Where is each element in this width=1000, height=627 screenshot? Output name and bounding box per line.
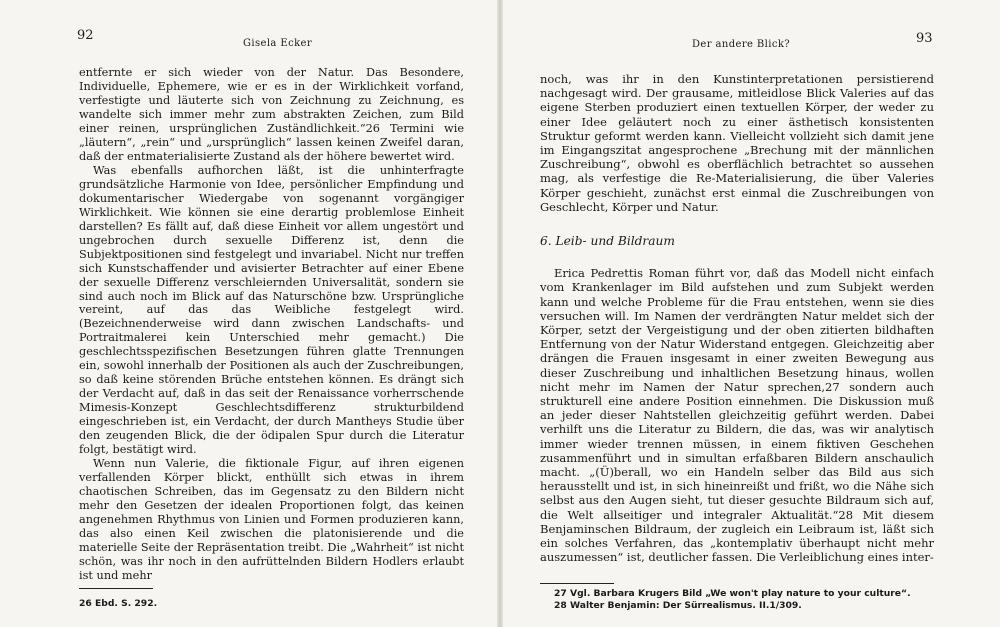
footnotes-right: [554, 588, 911, 612]
footnote-26: 26 Ebd. S. 292.: [79, 598, 158, 609]
running-head-right: Der andere Blick?: [692, 39, 791, 50]
paragraph: Erica Pedrettis Roman führt vor, daß das Modell nicht einfach vom Krankenlager im Bild aufstehen und zum Subjekt werden kann und welche Probleme für die Frau entstehen, wenn sie dies versuchen will. Im Namen der verdrängten Natur meldet sich der Körper, setzt der Vergeistigung und der oben zitierten bildhaften Entfernung von der Natur Widerstand entgegen. Gleichzeitig aber drängen die Frauen insgesamt in einer zweiten Bewegung aus dieser Zuschreibung und inhaltlichen Besetzung hinaus, wollen nicht mehr im Namen der Natur sprechen,27 sondern auch strukturell eine andere Position einnehmen. Die Diskussion muß an jeder dieser Nahtstellen gleichzeitig geführt werden. Dabei verhilft uns die Literatur zu Bildern, die das, was wir analytisch immer wieder trennen müssen, in einem fiktiven Geschehen zusammenführt und in simultan erfaßbaren Bildern anschaulich macht. „(Ü)berall, wo ein Handeln selber das Bild aus sich herausstellt und ist, in sich hineinreißt und frißt, wo die Nähe sich selbst aus den Augen sieht, tut dieser gesuchte Bildraum sich auf, die Welt allseitiger und integraler Aktualität.“28 Mit diesem Benjaminschen Bildraum, der zugleich ein Leibraum ist, läßt sich ein solches Verfahren, das „kontemplativ überhaupt nicht mehr auszumessen“ ist, deutlicher fassen. Die Verleiblichung eines inter-: [540, 266, 934, 565]
footnote-rule: [540, 583, 614, 584]
running-head-left: Gisela Ecker: [243, 38, 313, 49]
footnote-28: 28 Walter Benjamin: Der Sürrealismus. II.1/309.: [554, 600, 802, 611]
left-page: [0, 0, 498, 627]
footnote-rule: [79, 588, 153, 589]
section-heading: 6. Leib- und Bildraum: [540, 234, 675, 249]
right-body-text: [540, 72, 934, 565]
left-body-text: [79, 66, 464, 583]
paragraph: noch, was ihr in den Kunstinterpretationen persistierend nachgesagt wird. Der grausame, mitleidlose Blick Valeries auf das eigene Sterben produziert einen textuellen Körper, der weder zu einer Idee geläutert noch zu einer ästhetisch konsistenten Struktur geformt werden kann. Vielleicht vollzieht sich damit jene im Eingangszitat angesprochene „Brechung mit der männlichen Zuschreibung“, obwohl es oberflächlich betrachtet so aussehen mag, als verfestige die Re-Materialisierung, die über Valeries Körper geschieht, zunächst erst einmal die Zuschreibungen von Geschlecht, Körper und Natur.: [540, 72, 934, 214]
page-number-right: 93: [916, 31, 933, 46]
footnote-27: 27 Vgl. Barbara Krugers Bild „We won't play nature to your culture“.: [554, 588, 911, 599]
paragraph: Wenn nun Valerie, die fiktionale Figur, auf ihren eigenen verfallenden Körper blickt, enthüllt sich etwas in ihrem chaotischen Schreiben, das im Gegensatz zu den Bildern nicht mehr den Gesetzen der idealen Proportionen folgt, das keinen angenehmen Rhythmus von Linien und Formen produzieren kann, das also einen Keil zwischen die platonisierende und die materielle Seite der Repräsentation treibt. Die „Wahrheit“ ist nicht schön, was ihr noch in den aufrüttelnden Bildern Hodlers erlaubt ist und mehr: [79, 457, 464, 582]
right-page: [502, 0, 1000, 627]
paragraph: Was ebenfalls aufhorchen läßt, ist die unhinterfragte grundsätzliche Harmonie von Idee, persönlicher Empfindung und dokumentarischer Wiedergabe von sogenannt vorgängiger Wirklichkeit. Wie können sie eine derartig problemlose Einheit darstellen? Es fällt auf, daß diese Einheit vor allem ungestört und ungebrochen durch sexuelle Differenz ist, denn die Subjektpositionen sind festgelegt und invariabel. Nicht nur treffen sich Kunstschaffender und avisierter Betrachter auf einer Ebene der sexuelle Differenz verschleiernden Universalität, sondern sie sind auch noch im Blick auf das Naturschöne bzw. Ursprüngliche vereint, auf das das Weibliche festgelegt wird. (Bezeichnenderweise wird dann zwischen Landschafts- und Portraitmalerei kein Unterschied mehr gemacht.) Die geschlechtsspezifischen Besetzungen führen glatte Trennungen ein, sowohl innerhalb der Positionen als auch der Zuschreibungen, so daß keine störenden Brüche entstehen können. Es drängt sich der Verdacht auf, daß in das seit der Renaissance vorherrschende Mimesis-Konzept Geschlechtsdifferenz strukturbildend eingeschrieben ist, ein Verdacht, der durch Mantheys Studie über den zeugenden Blick, die der ödipalen Spur durch die Literatur folgt, bestätigt wird.: [79, 163, 464, 457]
paragraph: entfernte er sich wieder von der Natur. Das Besondere, Individuelle, Ephemere, wie er es in der Wirklichkeit vorfand, verfestigte und läuterte sich von Zeichnung zu Zeichnung, es wandelte sich immer mehr zum abstrakten Zeichen, zum Bild einer reinen, ursprünglichen Zuständlichkeit.“26 Termini wie „läutern“, „rein“ und „ursprünglich“ lassen keinen Zweifel daran, daß der entmaterialisierte Zustand als der höhere bewertet wird.: [79, 66, 464, 163]
page-number-left: 92: [77, 28, 94, 43]
